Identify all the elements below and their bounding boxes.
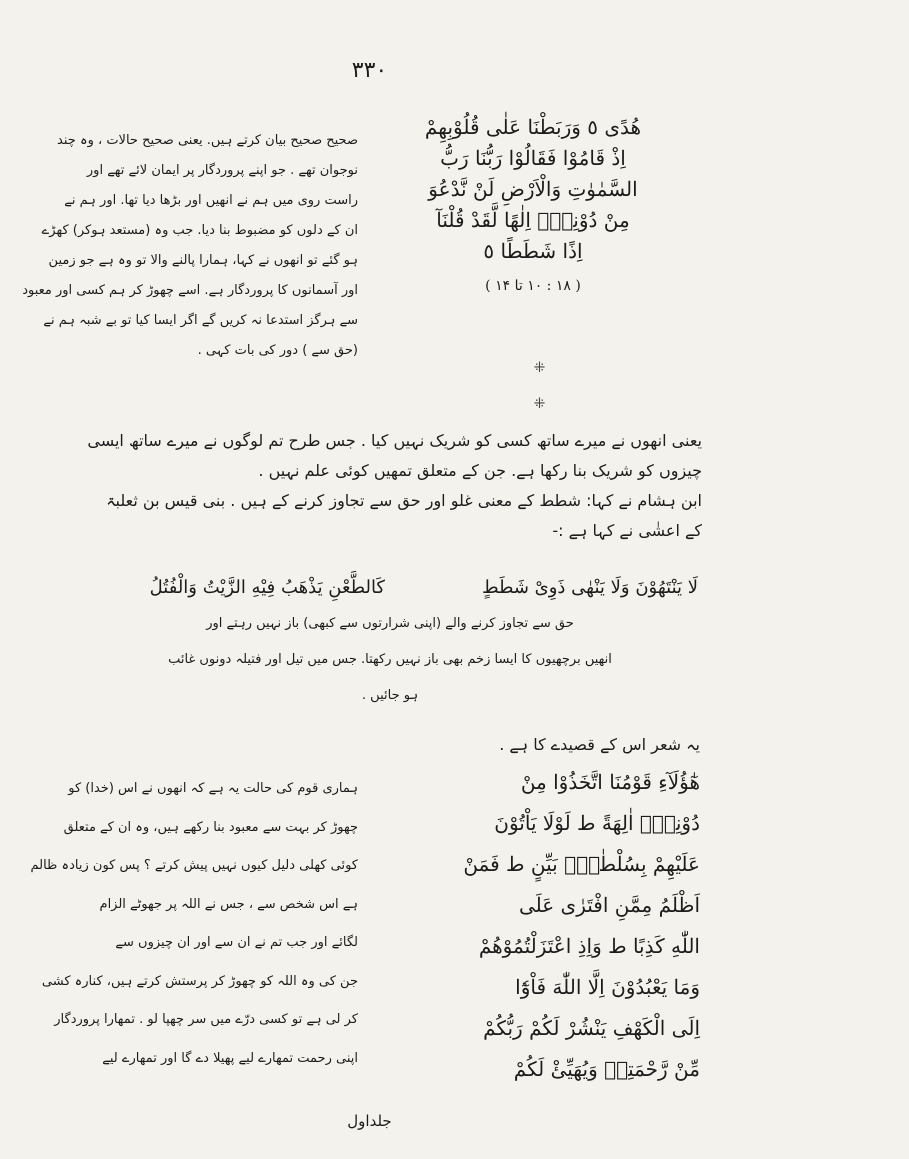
translation-line: کر لی ہے تو کسی درّے میں سر چھپا لو . تمھارا پروردگار <box>54 1012 358 1027</box>
commentary-line: ابن ہشام نے کہا: شطط کے معنی غلو اور حق سے تجاوز کرنے کے ہیں . بنی قیس بن ثعلبۃ <box>106 491 702 510</box>
translation-line: راست روی میں ہم نے انھیں اور بڑھا دیا تھا. اور ہم نے <box>64 193 358 208</box>
commentary-line: کے اعشٰی نے کہا ہے :- <box>552 521 702 540</box>
translation-block-1 <box>22 126 358 366</box>
verse-line: عَلَيْهِمْ بِسُلْطٰنٍۢ بَيِّنٍ ط فَمَنْ <box>463 852 700 876</box>
poem-hemistich-left: كَالطَّعْنِ يَذْهَبُ فِيْهِ الزَّيْتُ وَالْفُتُلُ <box>149 577 385 598</box>
verse-reference: ( ۱۸ : ۱۰ تا ۱۴ ) <box>485 278 581 294</box>
verse-line: دُوْنِهٖٓ اٰلِهَةً ط لَوْلَا يَاْتُوْنَ <box>494 811 700 835</box>
translation-line: کوئی کھلی دلیل کیوں نہیں پیش کرتے ؟ پس کون زیادہ ظالم <box>30 858 358 873</box>
ornament-mark: ⁜ <box>533 360 546 376</box>
volume-footer: جلداول <box>347 1112 392 1130</box>
poem-translation-line: ہو جائیں . <box>361 688 419 703</box>
verse-line: اِذًا شَطَطًا ٥ <box>483 239 583 263</box>
translation-line: (حق سے ) دور کی بات کہی . <box>197 343 358 358</box>
verse-line: اللّٰهِ كَذِبًا ط وَاِذِ اعْتَزَلْتُمُوْهُمْ <box>478 934 700 958</box>
translation-line: لگائے اور جب تم نے ان سے اور ان چیزوں سے <box>115 935 358 950</box>
translation-line: اپنی رحمت تمھارے لیے پھیلا دے گا اور تمھارے لیے <box>102 1050 358 1066</box>
translation-line: نوجوان تھے . جو اپنے پروردگار پر ایمان لائے تھے اور <box>86 163 358 178</box>
translation-line: جن کی وہ اللہ کو چھوڑ کر پرستش کرتے ہیں، کنارہ کشی <box>41 973 358 989</box>
commentary-line: چیزوں کو شریک بنا رکھا ہے. جن کے متعلق تمھیں کوئی علم نہیں . <box>258 461 702 480</box>
verse-line: اِذْ قَامُوْا فَقَالُوْا رَبُّنَا رَبُّ <box>440 146 626 170</box>
translation-line: ہو گئے تو انھوں نے کہا، ہمارا پالنے والا تو وہ ہے جو زمین <box>48 253 358 268</box>
verse-line: هُدًى ٥ وَرَبَطْنَا عَلٰى قُلُوْبِهِمْ <box>424 115 642 139</box>
verse-line: هٰٓؤُلَآءِ قَوْمُنَا اتَّخَذُوْا مِنْ <box>520 770 700 794</box>
poem-translation-block <box>100 606 680 714</box>
translation-line: اور آسمانوں کا پروردگار ہے. اسے چھوڑ کر ہم کسی اور معبود <box>22 283 358 298</box>
qasida-note: یہ شعر اس کے قصیدے کا ہے . <box>499 735 700 754</box>
translation-line: صحیح صحیح بیان کرتے ہیں. یعنی صحیح حالات ، وہ چند <box>57 133 358 148</box>
commentary-line: یعنی انھوں نے میرے ساتھ کسی کو شریک نہیں کیا . جس طرح تم لوگوں نے میرے ساتھ ایسی <box>87 431 702 450</box>
verse-line: السَّمٰوٰتِ وَالْاَرْضِ لَنْ نَّدْعُوَ <box>428 177 638 201</box>
verse-line: اِلَى الْكَهْفِ يَنْشُرْ لَكُمْ رَبُّكُمْ <box>483 1016 700 1040</box>
verse-line: مِنْ دُوْنِهٖٓ اِلٰهًا لَّقَدْ قُلْنَآ <box>436 208 630 232</box>
translation-line: چھوڑ کر بہت سے معبود بنا رکھے ہیں، وہ ان کے متعلق <box>63 819 358 835</box>
poem-translation-line: انھیں برچھیوں کا ایسا زخم بھی باز نہیں رکھتا. جس میں تیل اور فتیلہ دونوں غائب <box>168 652 612 667</box>
poem-hemistich-right: لَا يَنْتَهُوْنَ وَلَا يَنْهٰى ذَوِىْ شَطَطٍ <box>482 577 698 598</box>
verse-line: مِّنْ رَّحْمَتِهٖ وَيُهَيِّئْ لَكُمْ <box>513 1057 700 1081</box>
translation-line: ان کے دلوں کو مضبوط بنا دیا. جب وہ (مستعد ہوکر) کھڑے <box>41 223 358 238</box>
translation-line: ہماری قوم کی حالت یہ ہے کہ انھوں نے اس (خدا) کو <box>68 781 358 796</box>
verse-line: وَمَا يَعْبُدُوْنَ اِلَّا اللّٰهَ فَاْوٗٓا <box>515 975 700 999</box>
translation-block-2 <box>30 770 358 1078</box>
page-number: ۳۳۰ <box>351 58 388 83</box>
poem-translation-line: حق سے تجاوز کرنے والے (اپنی شرارتوں سے کبھی) باز نہیں رہتے اور <box>206 616 574 631</box>
verse-line: اَظْلَمُ مِمَّنِ افْتَرٰى عَلَى <box>518 893 700 917</box>
quran-verse-block-1 <box>368 112 698 302</box>
quran-verse-block-2 <box>372 762 700 1090</box>
translation-line: ہے اس شخص سے ، جس نے اللہ پر جھوٹے الزام <box>99 896 358 912</box>
ornament-mark: ⁜ <box>533 396 546 412</box>
translation-line: سے ہرگز استدعا نہ کریں گے اگر ایسا کیا تو بے شبہ ہم نے <box>43 313 358 328</box>
commentary-block <box>62 426 702 546</box>
